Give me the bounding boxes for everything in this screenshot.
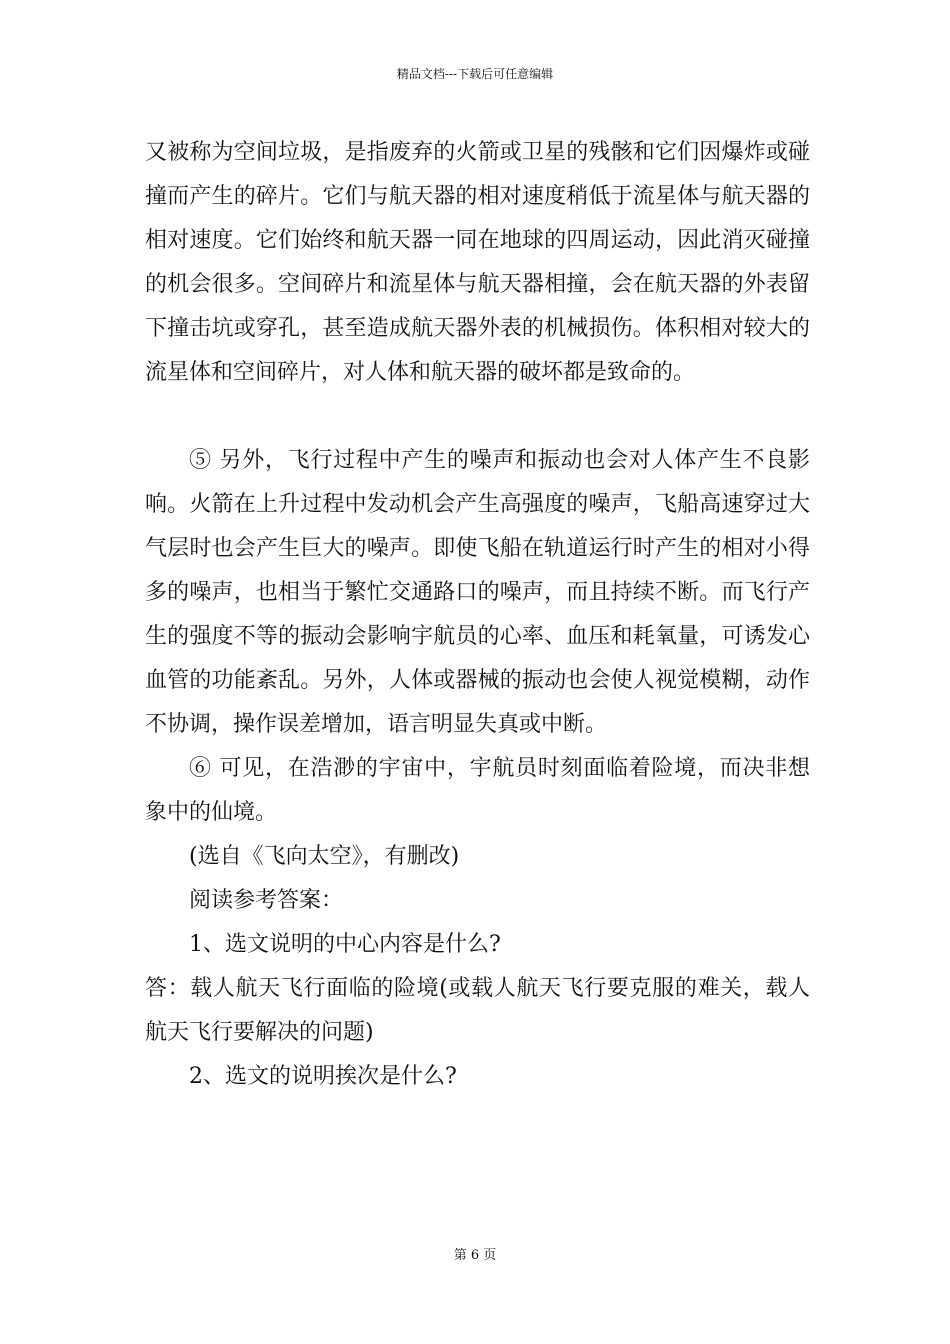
question-2: 2、选文的说明挨次是什么? xyxy=(189,1064,457,1089)
document-body xyxy=(145,131,810,1099)
paragraph-noise-vibration: ⑤ 另外，飞行过程中产生的噪声和振动也会对人体产生不良影响。火箭在上升过程中发动机会产生高强度的噪声，飞船高速穿过大气层时也会产生巨大的噪声。即使飞船在轨道运行时产生的相对小得多的噪声，也相当于繁忙交通路口的噪声，而且持续不断。而飞行产生的强度不等的振动会影响宇航员的心率、血压和耗氧量，可诱发心血管的功能紊乱。另外，人体或器械的振动也会使人视觉模糊，动作不协调，操作误差增加，语言明显失真或中断。 xyxy=(145,448,810,737)
paragraph-gap xyxy=(145,395,810,439)
source-note: (选自《飞向太空》，有删改) xyxy=(189,844,460,869)
answers-heading: 阅读参考答案： xyxy=(189,888,344,913)
page-header: 精品文档---下载后可任意编辑 xyxy=(396,67,554,81)
paragraph-space-debris: 又被称为空间垃圾，是指废弃的火箭或卫星的残骸和它们因爆炸或碰撞而产生的碎片。它们与航天器的相对速度稍低于流星体与航天器的相对速度。它们始终和航天器一同在地球的四周运动，因此消灭碰撞的机会很多。空间碎片和流星体与航天器相撞，会在航天器的外表留下撞击坑或穿孔，甚至造成航天器外表的机械损伤。体积相对较大的流星体和空间碎片，对人体和航天器的破坏都是致命的。 xyxy=(145,140,810,385)
question-1: 1、选文说明的中心内容是什么? xyxy=(189,932,501,957)
paragraph-conclusion: ⑥ 可见，在浩渺的宇宙中，宇航员时刻面临着险境，而决非想象中的仙境。 xyxy=(145,756,810,825)
page-footer: 第 6 页 xyxy=(453,1248,497,1263)
answer-1: 答：载人航天飞行面临的险境(或载人航天飞行要克服的难关，载人航天飞行要解决的问题) xyxy=(145,976,810,1045)
